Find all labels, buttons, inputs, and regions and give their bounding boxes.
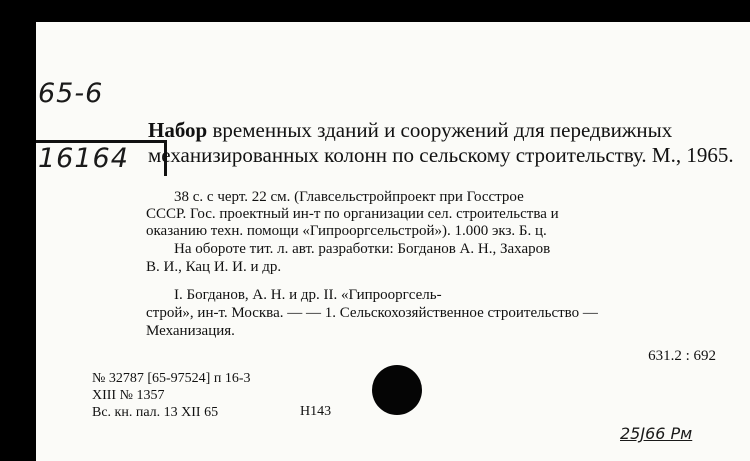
handwritten-number: 16164: [38, 143, 129, 174]
record-line: 38 с. с черт. 22 см. (Главсельстройпроект при Госстрое: [174, 189, 524, 205]
record-line: В. И., Кац И. И. и др.: [146, 259, 282, 275]
accession-block: [92, 370, 251, 421]
handwritten-code: 65-6: [38, 78, 104, 109]
record-line: I. Богданов, А. Н. и др. II. «Гипрооргсель-: [174, 287, 442, 303]
record-line: На обороте тит. л. авт. разработки: Богданов А. Н., Захаров: [174, 241, 551, 257]
record-title-lead: Набор: [148, 118, 208, 142]
price-code: Н143: [300, 404, 332, 419]
punch-hole-icon: [372, 365, 422, 415]
udc-code: 631.2 : 692: [648, 348, 716, 364]
accession-line: Вс. кн. пал. 13 XII 65: [92, 405, 219, 420]
record-title-rest: временных зданий и сооружений для передвижных механизированных колонн по сельскому строительству. М., 1965.: [148, 118, 734, 167]
accession-line: № 32787 [65-97524] п 16-3: [92, 371, 251, 386]
record-line: строй», ин-т. Москва. — — 1. Сельскохозяйственное строительство —: [146, 305, 598, 321]
record-line: СССР. Гос. проектный ин-т по организации сел. строительства и: [146, 206, 559, 222]
accession-line: XIII № 1357: [92, 388, 165, 403]
handwritten-signature: 25J66 Рм: [620, 424, 693, 443]
record-line: Механизация.: [146, 323, 235, 339]
record-line: оказанию техн. помощи «Гипрооргсельстрой»). 1.000 экз. Б. ц.: [146, 223, 547, 239]
record-title: [148, 118, 748, 168]
